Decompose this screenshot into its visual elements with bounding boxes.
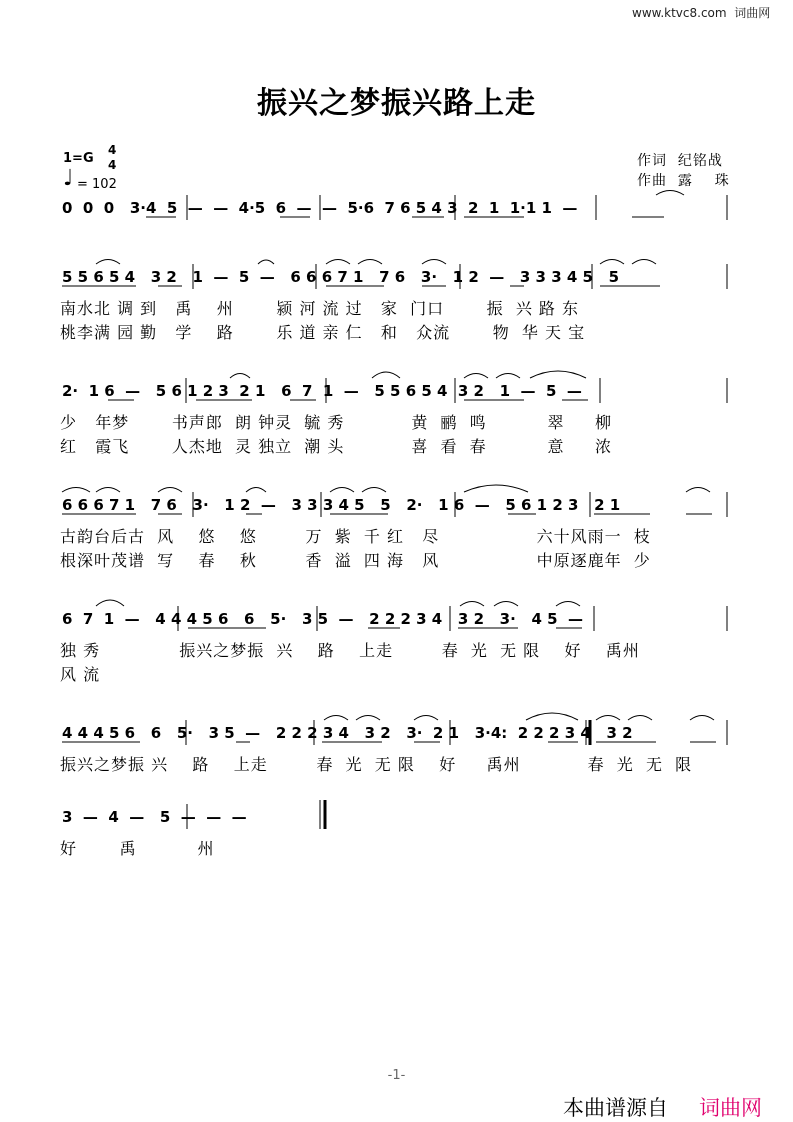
score-line-6-notes: 4 4 4 5 6 6 5· 3 5 — 2 2 2 3 4 3 2 3· 2 1 3·4: 2 2 2 3 4 3 2 (62, 724, 633, 742)
tie (556, 602, 580, 607)
composer-credit: 作曲 露 珠 (637, 173, 730, 189)
score-line-4-lyrics-verse1: 古韵台后古 风 悠 悠 万 紫 千 红 尽 六十风雨一 枝 (60, 527, 651, 546)
tie (358, 260, 382, 265)
score-line-5-lyrics-verse1: 独 秀 振兴之梦振 兴 路 上走 春 光 无 限 好 禹州 (60, 641, 640, 660)
score-line-6-lyrics-verse1: 振兴之梦振 兴 路 上走 春 光 无 限 好 禹州 春 光 无 限 (60, 755, 693, 774)
tie (526, 713, 578, 720)
tie (422, 260, 446, 265)
repeat-end-sign (586, 720, 590, 745)
score-line-2-lyrics-verse2: 桃李满 园 勤 学 路 乐 道 亲 仁 和 众流 物 华 天 宝 (60, 323, 586, 342)
tie (460, 602, 484, 607)
tie (686, 488, 710, 493)
tie (690, 716, 714, 721)
tie (62, 488, 90, 493)
page-title: 振兴之梦振兴路上走 (257, 86, 536, 121)
footer-source-label: 本曲谱源自 (563, 1096, 668, 1120)
tie (494, 602, 518, 607)
key-signature: 1=G (63, 151, 94, 166)
score-line-3-lyrics-verse1: 少 年梦 书声郎 朗 钟灵 毓 秀 黄 鹂 鸣 翠 柳 (60, 413, 612, 432)
footer-site-link[interactable]: 词曲网 (699, 1096, 762, 1120)
score-line-2-lyrics-verse1: 南水北 调 到 禹 州 颍 河 流 过 家 门口 振 兴 路 东 (60, 299, 580, 318)
tie (628, 716, 652, 721)
site-watermark: www.ktvc8.com 词曲网 (632, 6, 771, 20)
tie (230, 374, 250, 379)
tie (656, 191, 684, 196)
tie (158, 488, 182, 493)
score-line-7-notes: 3 — 4 — 5 — — — (62, 808, 247, 826)
tie (324, 716, 348, 721)
tie (596, 716, 620, 721)
quarter-note-icon: ♩ (63, 166, 74, 191)
score-line-5-lyrics-verse2: 风 流 (60, 665, 101, 684)
tie (326, 260, 350, 265)
tie (362, 488, 386, 493)
tie (600, 260, 624, 265)
score-line-3-notes: 2· 1 6 — 5 6 1 2 3 2 1 6 7 1 — 5 5 6 5 4 3 2 1 — 5 — (62, 382, 582, 400)
tie (330, 488, 354, 493)
tie (372, 372, 400, 378)
tie (96, 488, 120, 493)
tie (530, 371, 586, 378)
tie (246, 488, 266, 493)
score-line-4-lyrics-verse2: 根深叶茂谱 写 春 秋 香 溢 四 海 风 中原逐鹿年 少 (60, 551, 651, 570)
score-line-3-lyrics-verse2: 红 霞飞 人杰地 灵 独立 潮 头 喜 看 春 意 浓 (60, 437, 612, 456)
score-line-1-notes: 0 0 0 3·4 5 — — 4·5 6 — — 5·6 7 6 5 4 3 2 1 1·1 1 — (62, 199, 578, 217)
page-number: -1- (387, 1068, 406, 1083)
time-signature-top: 4 (108, 143, 117, 157)
tie (96, 260, 120, 265)
tie (356, 716, 380, 721)
score-line-5-notes: 6 7 1 — 4 4 4 5 6 6 5· 3 5 — 2 2 2 3 4 3 2 3· 4 5 — (62, 610, 584, 628)
tie (464, 485, 528, 492)
tie (414, 716, 438, 721)
tempo-marking: = 102 (77, 177, 117, 192)
tie (258, 260, 274, 264)
tie (496, 374, 520, 379)
final-barline (320, 800, 325, 829)
lyricist-credit: 作词 纪铭战 (637, 153, 723, 169)
score-line-7-lyrics-verse1: 好 禹 州 (60, 839, 215, 858)
tie (632, 260, 656, 265)
tie (464, 374, 488, 379)
score-line-4-notes: 6 6 6 7 1 7 6 3· 1 2 — 3 3 3 4 5 5 2· 1 6 — 5 6 1 2 3 2 1 (62, 496, 621, 514)
time-signature-bottom: 4 (108, 158, 117, 172)
score-line-2-notes: 5 5 6 5 4 3 2 1 — 5 — 6 6 6 7 1 7 6 3· 1 2 — 3 3 3 4 5 5 (62, 268, 620, 286)
tie (96, 600, 124, 606)
